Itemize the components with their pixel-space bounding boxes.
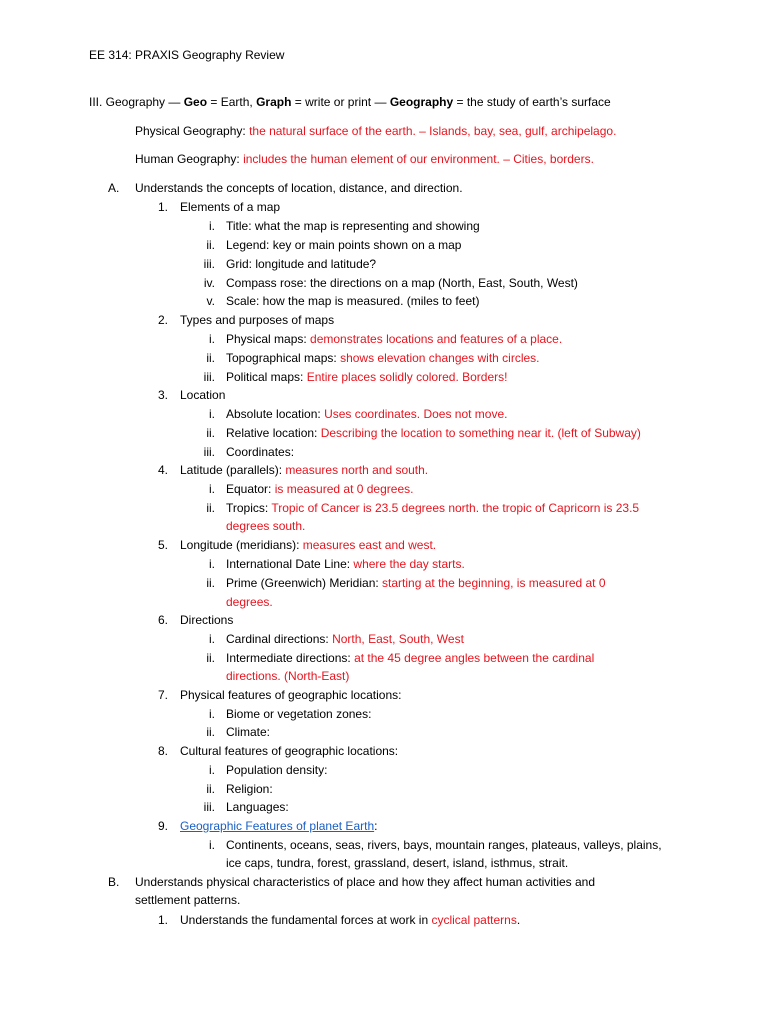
item-8-iii: Languages: [226, 800, 289, 814]
item-8-i: Population density: [226, 763, 328, 777]
item-4-text [180, 462, 428, 478]
item-6-ii [226, 650, 594, 666]
item-note: North, East, South, West [332, 632, 464, 646]
item-note: Entire places solidly colored. Borders! [306, 370, 508, 384]
list-marker: i. [209, 332, 215, 346]
list-marker: iv. [203, 276, 215, 290]
item-punct: : [374, 819, 378, 833]
list-marker: ii. [206, 238, 215, 252]
physical-geography-line [135, 123, 616, 139]
item-label: International Date Line: [226, 557, 354, 571]
list-marker: i. [209, 763, 215, 777]
list-marker: B. [108, 875, 120, 889]
item-7-text: Physical features of geographic locations: [180, 688, 402, 702]
list-marker: 6. [158, 613, 169, 627]
list-marker: i. [209, 632, 215, 646]
item-2-text: Types and purposes of maps [180, 313, 335, 327]
list-marker: ii. [206, 782, 215, 796]
list-marker: iii. [203, 445, 215, 459]
section-iii-heading [89, 94, 611, 110]
item-note: measures east and west. [302, 538, 437, 552]
item-punct: . [516, 913, 521, 927]
item-note: Describing the location to something near it. (left of Subway) [320, 426, 641, 440]
item-label: Cardinal directions: [226, 632, 333, 646]
list-marker: ii. [206, 426, 215, 440]
list-marker: i. [209, 219, 215, 233]
item-note: is measured at 0 degrees. [274, 482, 414, 496]
list-marker: 4. [158, 463, 169, 477]
item-note: at the 45 degree angles between the cardinal [354, 651, 595, 665]
item-1-iii: Grid: longitude and latitude? [226, 257, 377, 271]
list-marker: ii. [206, 351, 215, 365]
intro-text: III. Geography — [89, 95, 184, 109]
item-1-ii: Legend: key or main points shown on a map [226, 238, 462, 252]
list-marker: v. [206, 294, 215, 308]
intro-text: = write or print — [291, 95, 390, 109]
item-1-iv: Compass rose: the directions on a map (North, East, South, West) [226, 276, 578, 290]
physical-label: Physical Geography: [135, 124, 250, 138]
geographic-features-link[interactable]: Geographic Features of planet Earth [180, 819, 375, 833]
item-label: Equator: [226, 482, 275, 496]
item-5-ii [226, 575, 606, 591]
item-note: measures north and south. [285, 463, 429, 477]
item-8-text: Cultural features of geographic locations: [180, 744, 399, 758]
item-1-i: Title: what the map is representing and showing [226, 219, 480, 233]
item-label: Prime (Greenwich) Meridian: [226, 576, 383, 590]
item-label: Absolute location: [226, 407, 325, 421]
list-marker: ii. [206, 501, 215, 515]
list-marker: 5. [158, 538, 169, 552]
item-label: Longitude (meridians): [180, 538, 303, 552]
item-label: Political maps: [226, 370, 307, 384]
item-5-i [226, 556, 465, 572]
item-9-i: Continents, oceans, seas, rivers, bays, mountain ranges, plateaus, valleys, plains, [226, 838, 662, 852]
human-geography-line [135, 151, 594, 167]
item-b1-text [180, 912, 520, 928]
list-marker: i. [209, 557, 215, 571]
item-label: Latitude (parallels): [180, 463, 286, 477]
item-1-text: Elements of a map [180, 200, 281, 214]
item-note: starting at the beginning, is measured at 0 [382, 576, 606, 590]
list-marker: 8. [158, 744, 169, 758]
item-3-ii [226, 425, 641, 441]
list-marker: i. [209, 407, 215, 421]
item-6-ii-cont: directions. (North-East) [226, 669, 350, 683]
item-label: Tropics: [226, 501, 272, 515]
item-2-iii [226, 369, 507, 385]
list-marker: i. [209, 707, 215, 721]
item-2-ii [226, 350, 540, 366]
item-3-iii: Coordinates: [226, 445, 295, 459]
item-note: cyclical patterns [431, 913, 517, 927]
list-marker: ii. [206, 725, 215, 739]
item-label: Physical maps: [226, 332, 311, 346]
item-note: Tropic of Cancer is 23.5 degrees north. the tropic of Capricorn is 23.5 [271, 501, 640, 515]
item-label: Relative location: [226, 426, 321, 440]
item-note: Uses coordinates. Does not move. [324, 407, 508, 421]
section-a-text: Understands the concepts of location, distance, and direction. [135, 181, 463, 195]
list-marker: 1. [158, 200, 169, 214]
item-7-i: Biome or vegetation zones: [226, 707, 372, 721]
item-9-text [180, 818, 377, 834]
human-label: Human Geography: [135, 152, 244, 166]
list-marker: A. [108, 181, 120, 195]
list-marker: ii. [206, 651, 215, 665]
item-7-ii: Climate: [226, 725, 271, 739]
item-5-ii-cont: degrees. [226, 595, 273, 609]
list-marker: ii. [206, 576, 215, 590]
item-note: where the day starts. [353, 557, 465, 571]
intro-graph: Graph [256, 95, 292, 109]
section-b-text: Understands physical characteristics of place and how they affect human activities and [135, 875, 596, 889]
list-marker: iii. [203, 370, 215, 384]
human-value: includes the human element of our environment. – Cities, borders. [243, 152, 594, 166]
item-1-v: Scale: how the map is measured. (miles to feet) [226, 294, 480, 308]
document-title: EE 314: PRAXIS Geography Review [89, 48, 285, 62]
list-marker: 7. [158, 688, 169, 702]
intro-text: = Earth, [207, 95, 257, 109]
list-marker: 1. [158, 913, 169, 927]
intro-geo: Geo [183, 95, 208, 109]
physical-value: the natural surface of the earth. – Islands, bay, sea, gulf, archipelago. [249, 124, 617, 138]
list-marker: 3. [158, 388, 169, 402]
item-4-i [226, 481, 413, 497]
item-9-i-cont: ice caps, tundra, forest, grassland, desert, island, isthmus, strait. [226, 856, 569, 870]
intro-text: = the study of earth’s surface [453, 95, 611, 109]
list-marker: i. [209, 482, 215, 496]
item-label: Topographical maps: [226, 351, 341, 365]
item-6-i [226, 631, 464, 647]
item-8-ii: Religion: [226, 782, 273, 796]
item-3-i [226, 406, 507, 422]
item-label: Intermediate directions: [226, 651, 355, 665]
item-2-i [226, 331, 562, 347]
section-b-text-cont: settlement patterns. [135, 893, 241, 907]
item-5-text [180, 537, 436, 553]
list-marker: iii. [203, 800, 215, 814]
section-a [108, 180, 119, 196]
item-note: demonstrates locations and features of a place. [310, 332, 563, 346]
item-6-text: Directions [180, 613, 234, 627]
item-label: Understands the fundamental forces at work in [180, 913, 432, 927]
list-marker: 9. [158, 819, 169, 833]
item-4-ii [226, 500, 639, 516]
list-marker: i. [209, 838, 215, 852]
item-note: shows elevation changes with circles. [340, 351, 540, 365]
item-3-text: Location [180, 388, 226, 402]
intro-geography: Geography [389, 95, 454, 109]
list-marker: 2. [158, 313, 169, 327]
item-4-ii-cont: degrees south. [226, 519, 306, 533]
list-marker: iii. [203, 257, 215, 271]
